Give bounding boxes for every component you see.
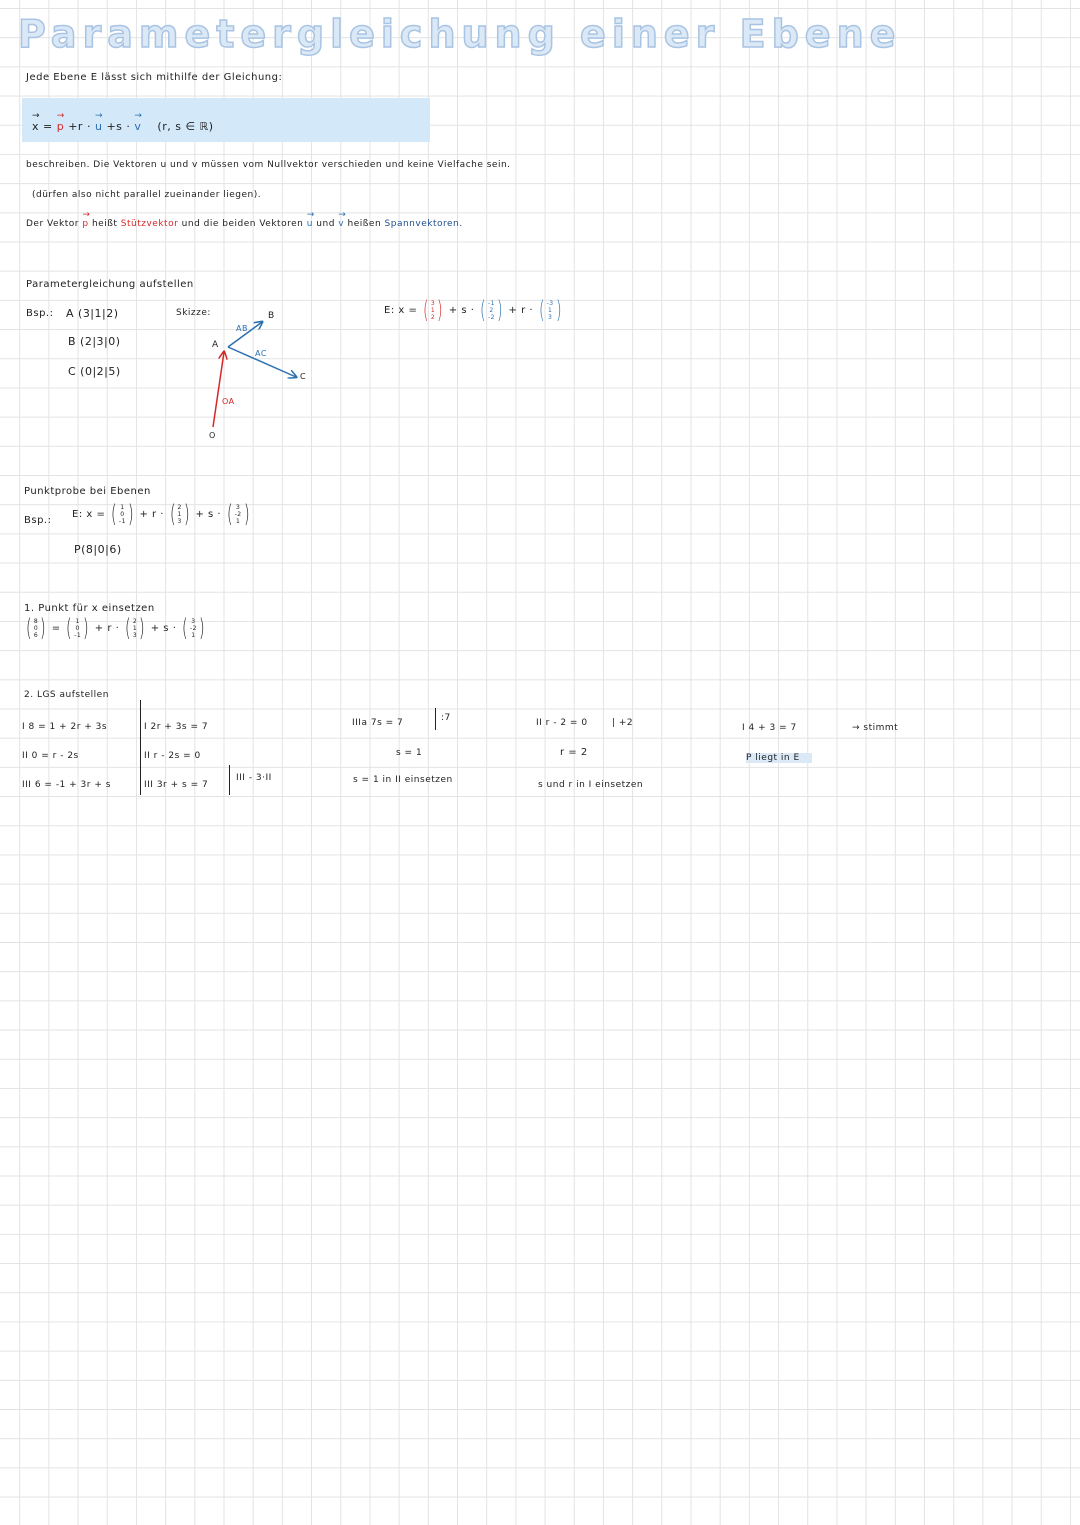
divider <box>140 700 141 795</box>
c: 3 <box>235 503 241 511</box>
c: 1 <box>75 617 80 625</box>
eq-label: E: x = <box>384 305 418 316</box>
v-vector: → v <box>338 219 344 229</box>
direction-vector-v: ( -3 1 3 ) <box>538 296 562 324</box>
c: 3 <box>430 299 436 307</box>
c: -2 <box>487 313 495 321</box>
c: 3 <box>177 517 182 525</box>
c: 3 <box>547 313 553 321</box>
equals: = <box>51 623 61 634</box>
u-vector: → u <box>307 219 313 229</box>
substituted-equation <box>24 614 207 642</box>
conclusion: P liegt in E <box>746 753 812 763</box>
r-term: + r · <box>94 623 120 634</box>
c: 0 <box>75 624 80 632</box>
c: 8 <box>33 617 39 625</box>
divider <box>229 765 230 795</box>
page-title: Parametergleichung einer Ebene <box>18 12 902 56</box>
point-b: B (2|3|0) <box>68 335 121 348</box>
vector: ( 3 -2 1 ) <box>226 500 250 528</box>
operation: | +2 <box>612 718 634 728</box>
section-heading: Parametergleichung aufstellen <box>26 279 194 290</box>
lgs2-row: II r - 2s = 0 <box>144 751 201 761</box>
c: 1 <box>430 306 436 314</box>
spannvektoren-term: Spannvektoren. <box>384 219 463 229</box>
label-oa: OA <box>222 397 235 406</box>
c: 0 <box>120 510 125 518</box>
domain: (r, s ∈ ℝ) <box>157 120 214 133</box>
c: 6 <box>33 631 39 639</box>
step-1: 1. Punkt für x einsetzen <box>24 603 155 614</box>
c: 1 <box>120 503 125 511</box>
col4-row: s und r in I einsetzen <box>538 780 644 790</box>
c: 2 <box>177 503 182 511</box>
skizze-label: Skizze: <box>176 308 211 318</box>
lgs-row: III 6 = -1 + 3r + s <box>22 780 111 790</box>
c: 3 <box>132 631 138 639</box>
plane-equation-1 <box>384 296 563 324</box>
c: 0 <box>33 624 39 632</box>
t: heißt <box>91 219 118 229</box>
vector: ( 3 -2 1 ) <box>182 614 205 642</box>
divider <box>435 708 436 730</box>
p-vector: → p <box>57 120 64 133</box>
label-ab: AB <box>236 324 248 333</box>
lgs-row: II 0 = r - 2s <box>22 751 79 761</box>
c: -1 <box>487 299 495 307</box>
sketch <box>0 0 1080 500</box>
vector: ( 2 1 3 ) <box>169 500 190 528</box>
s-term: + s · <box>150 623 177 634</box>
lgs-row: I 8 = 1 + 2r + 3s <box>22 722 108 732</box>
support-vector: ( 3 1 2 ) <box>423 296 444 324</box>
t: und die beiden Vektoren <box>181 219 304 229</box>
text-line-1: beschreiben. Die Vektoren u und v müssen vom Nullvektor verschieden und keine Vielfache sein. <box>26 160 511 170</box>
oa-arrow <box>213 352 224 427</box>
c: 2 <box>430 313 436 321</box>
vector: ( 8 0 6 ) <box>25 614 47 642</box>
label-b: B <box>268 311 275 321</box>
t: und <box>316 219 335 229</box>
c: 1 <box>547 306 553 314</box>
vector: ( 1 0 -1 ) <box>66 614 90 642</box>
col3-row: IIIa 7s = 7 <box>352 718 404 728</box>
point-c: C (0|2|5) <box>68 365 121 378</box>
v-vector: → v <box>134 120 141 133</box>
operation: III - 3·II <box>236 773 272 783</box>
section-heading-2: Punktprobe bei Ebenen <box>24 486 151 497</box>
s-term: + s · <box>448 305 475 316</box>
lgs2-row: I 2r + 3s = 7 <box>144 722 209 732</box>
c: -3 <box>546 299 554 307</box>
vector: ( 2 1 3 ) <box>124 614 146 642</box>
result: → stimmt <box>852 723 899 733</box>
equals: = <box>43 120 53 133</box>
point-p: P(8|0|6) <box>74 543 122 556</box>
c: -1 <box>74 631 82 639</box>
col3-row: s = 1 in II einsetzen <box>353 775 453 785</box>
intro-text: Jede Ebene E lässt sich mithilfe der Gleichung: <box>26 72 283 83</box>
c: -2 <box>234 510 242 518</box>
r-term: +r · <box>68 120 91 133</box>
s-term: + s · <box>195 509 222 520</box>
label-c: C <box>300 372 307 381</box>
step-2: 2. LGS aufstellen <box>24 690 109 700</box>
lgs2-row: III 3r + s = 7 <box>144 780 209 790</box>
vector: ( 1 0 -1 ) <box>111 500 134 528</box>
bsp-label: Bsp.: <box>26 308 54 319</box>
c: 3 <box>191 617 196 625</box>
col3-row: s = 1 <box>396 748 423 758</box>
c: 1 <box>191 631 196 639</box>
c: 1 <box>235 517 241 525</box>
c: 1 <box>177 510 182 518</box>
r-term: + r · <box>139 509 164 520</box>
col4-row: II r - 2 = 0 <box>536 718 588 728</box>
x-vector: → x <box>32 120 39 133</box>
col4-row: r = 2 <box>560 747 588 758</box>
plane-equation-2 <box>72 500 251 528</box>
point-a: A (3|1|2) <box>66 307 119 320</box>
text-line-2: (dürfen also nicht parallel zueinander liegen). <box>32 190 262 200</box>
operation: :7 <box>441 713 451 723</box>
p-vector: → p <box>82 219 88 229</box>
r-term: + r · <box>508 305 534 316</box>
u-vector: → u <box>95 120 102 133</box>
c: -2 <box>189 624 197 632</box>
check: I 4 + 3 = 7 <box>742 723 797 733</box>
label-ac: AC <box>255 349 267 358</box>
c: 2 <box>132 617 138 625</box>
label-a: A <box>212 340 219 350</box>
s-term: +s · <box>106 120 131 133</box>
c: 1 <box>132 624 138 632</box>
t: Der Vektor <box>26 219 79 229</box>
c: -1 <box>118 517 126 525</box>
direction-vector-u: ( -1 2 -2 ) <box>480 296 503 324</box>
t: heißen <box>347 219 382 229</box>
label-o: O <box>209 431 216 440</box>
bsp-label-2: Bsp.: <box>24 515 52 526</box>
stuetzvektor-term: Stützvektor <box>120 219 179 229</box>
c: 2 <box>489 306 494 314</box>
eq-label: E: x = <box>72 509 106 520</box>
